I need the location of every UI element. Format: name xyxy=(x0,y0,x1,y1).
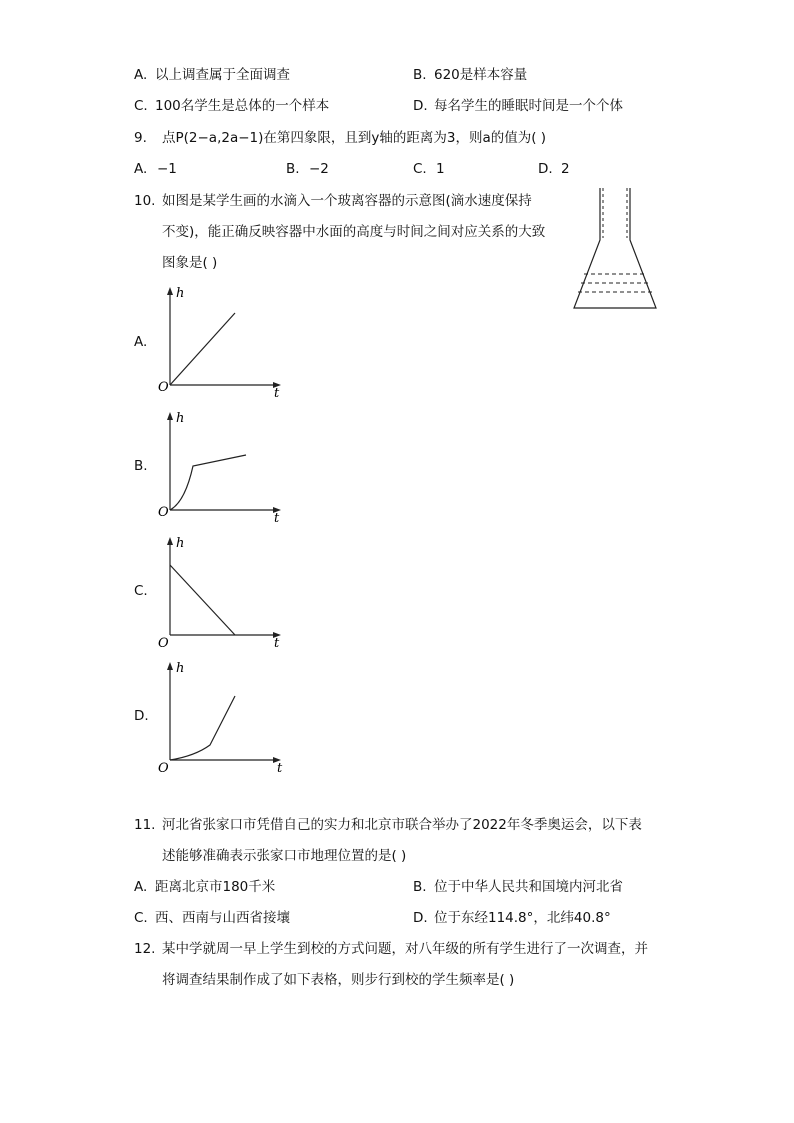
q9-option-d-letter: D. xyxy=(538,161,553,177)
q9-option-a-text: −1 xyxy=(157,161,177,177)
q8-option-b-letter: B. xyxy=(413,67,427,83)
q9-option-b-text: −2 xyxy=(309,161,329,177)
q11-option-a-letter: A. xyxy=(134,879,148,895)
q10-option-a-letter: A. xyxy=(134,334,148,350)
q9-option-c-letter: C. xyxy=(413,161,427,177)
axis-label-origin: O xyxy=(158,380,169,395)
axis-label-h: h xyxy=(176,536,185,551)
q9-option-b-letter: B. xyxy=(286,161,300,177)
axis-label-h: h xyxy=(176,411,185,426)
q9-number: 9. xyxy=(134,130,147,146)
q10-graph-d xyxy=(155,660,290,776)
q8-option-b-text: 620是样本容量 xyxy=(434,67,528,83)
q11-option-b-letter: B. xyxy=(413,879,427,895)
q11-option-a-text: 距离北京市180千米 xyxy=(155,879,276,895)
q10-graph-b xyxy=(155,410,290,526)
axis-label-h: h xyxy=(176,286,185,301)
axis-label-h: h xyxy=(176,661,185,676)
q11-option-c-text: 西、西南与山西省接壤 xyxy=(155,910,290,926)
q12-stem-line-1: 某中学就周一早上学生到校的方式问题，对八年级的所有学生进行了一次调查，并 xyxy=(162,941,648,957)
q12-number: 12. xyxy=(134,941,156,957)
flask-diagram xyxy=(570,188,660,313)
q10-option-d-letter: D. xyxy=(134,708,149,724)
q10-option-c-letter: C. xyxy=(134,583,148,599)
axis-label-t: t xyxy=(274,511,280,526)
q11-option-d-letter: D. xyxy=(413,910,428,926)
axis-label-origin: O xyxy=(158,505,169,520)
axis-label-t: t xyxy=(277,761,283,776)
q9-option-d-text: 2 xyxy=(561,161,570,177)
q8-option-d-text: 每名学生的睡眠时间是一个个体 xyxy=(434,98,623,114)
q8-option-a-letter: A. xyxy=(134,67,148,83)
q11-option-b-text: 位于中华人民共和国境内河北省 xyxy=(434,879,623,895)
axis-label-t: t xyxy=(274,386,280,401)
q8-option-d-letter: D. xyxy=(413,98,428,114)
q10-graph-c xyxy=(155,535,290,651)
q11-option-d-text: 位于东经114.8°，北纬40.8° xyxy=(434,910,611,926)
q10-stem-line-1: 如图是某学生画的水滴入一个玻离容器的示意图(滴水速度保持 xyxy=(162,193,532,209)
q12-stem-line-2: 将调查结果制作成了如下表格，则步行到校的学生频率是( ) xyxy=(162,972,515,988)
q11-number: 11. xyxy=(134,817,156,833)
q11-stem-line-2: 述能够准确表示张家口市地理位置的是( ) xyxy=(162,848,407,864)
axis-label-origin: O xyxy=(158,761,169,776)
q11-option-c-letter: C. xyxy=(134,910,148,926)
q11-stem-line-1: 河北省张家口市凭借自己的实力和北京市联合举办了2022年冬季奥运会，以下表 xyxy=(162,817,642,833)
q9-option-c-text: 1 xyxy=(436,161,445,177)
q10-number: 10. xyxy=(134,193,156,209)
q9-stem: 点P(2−a,2a−1)在第四象限，且到y轴的距离为3，则a的值为( ) xyxy=(162,130,547,146)
q8-option-c-text: 100名学生是总体的一个样本 xyxy=(155,98,330,114)
q9-option-a-letter: A. xyxy=(134,161,148,177)
q8-option-a-text: 以上调查属于全面调查 xyxy=(155,67,290,83)
axis-label-origin: O xyxy=(158,636,169,651)
q10-option-b-letter: B. xyxy=(134,458,148,474)
q8-option-c-letter: C. xyxy=(134,98,148,114)
q10-stem-line-3: 图象是( ) xyxy=(162,255,218,271)
q10-stem-line-2: 不变)，能正确反映容器中水面的高度与时间之间对应关系的大致 xyxy=(162,224,546,240)
axis-label-t: t xyxy=(274,636,280,651)
q10-graph-a xyxy=(155,285,290,401)
